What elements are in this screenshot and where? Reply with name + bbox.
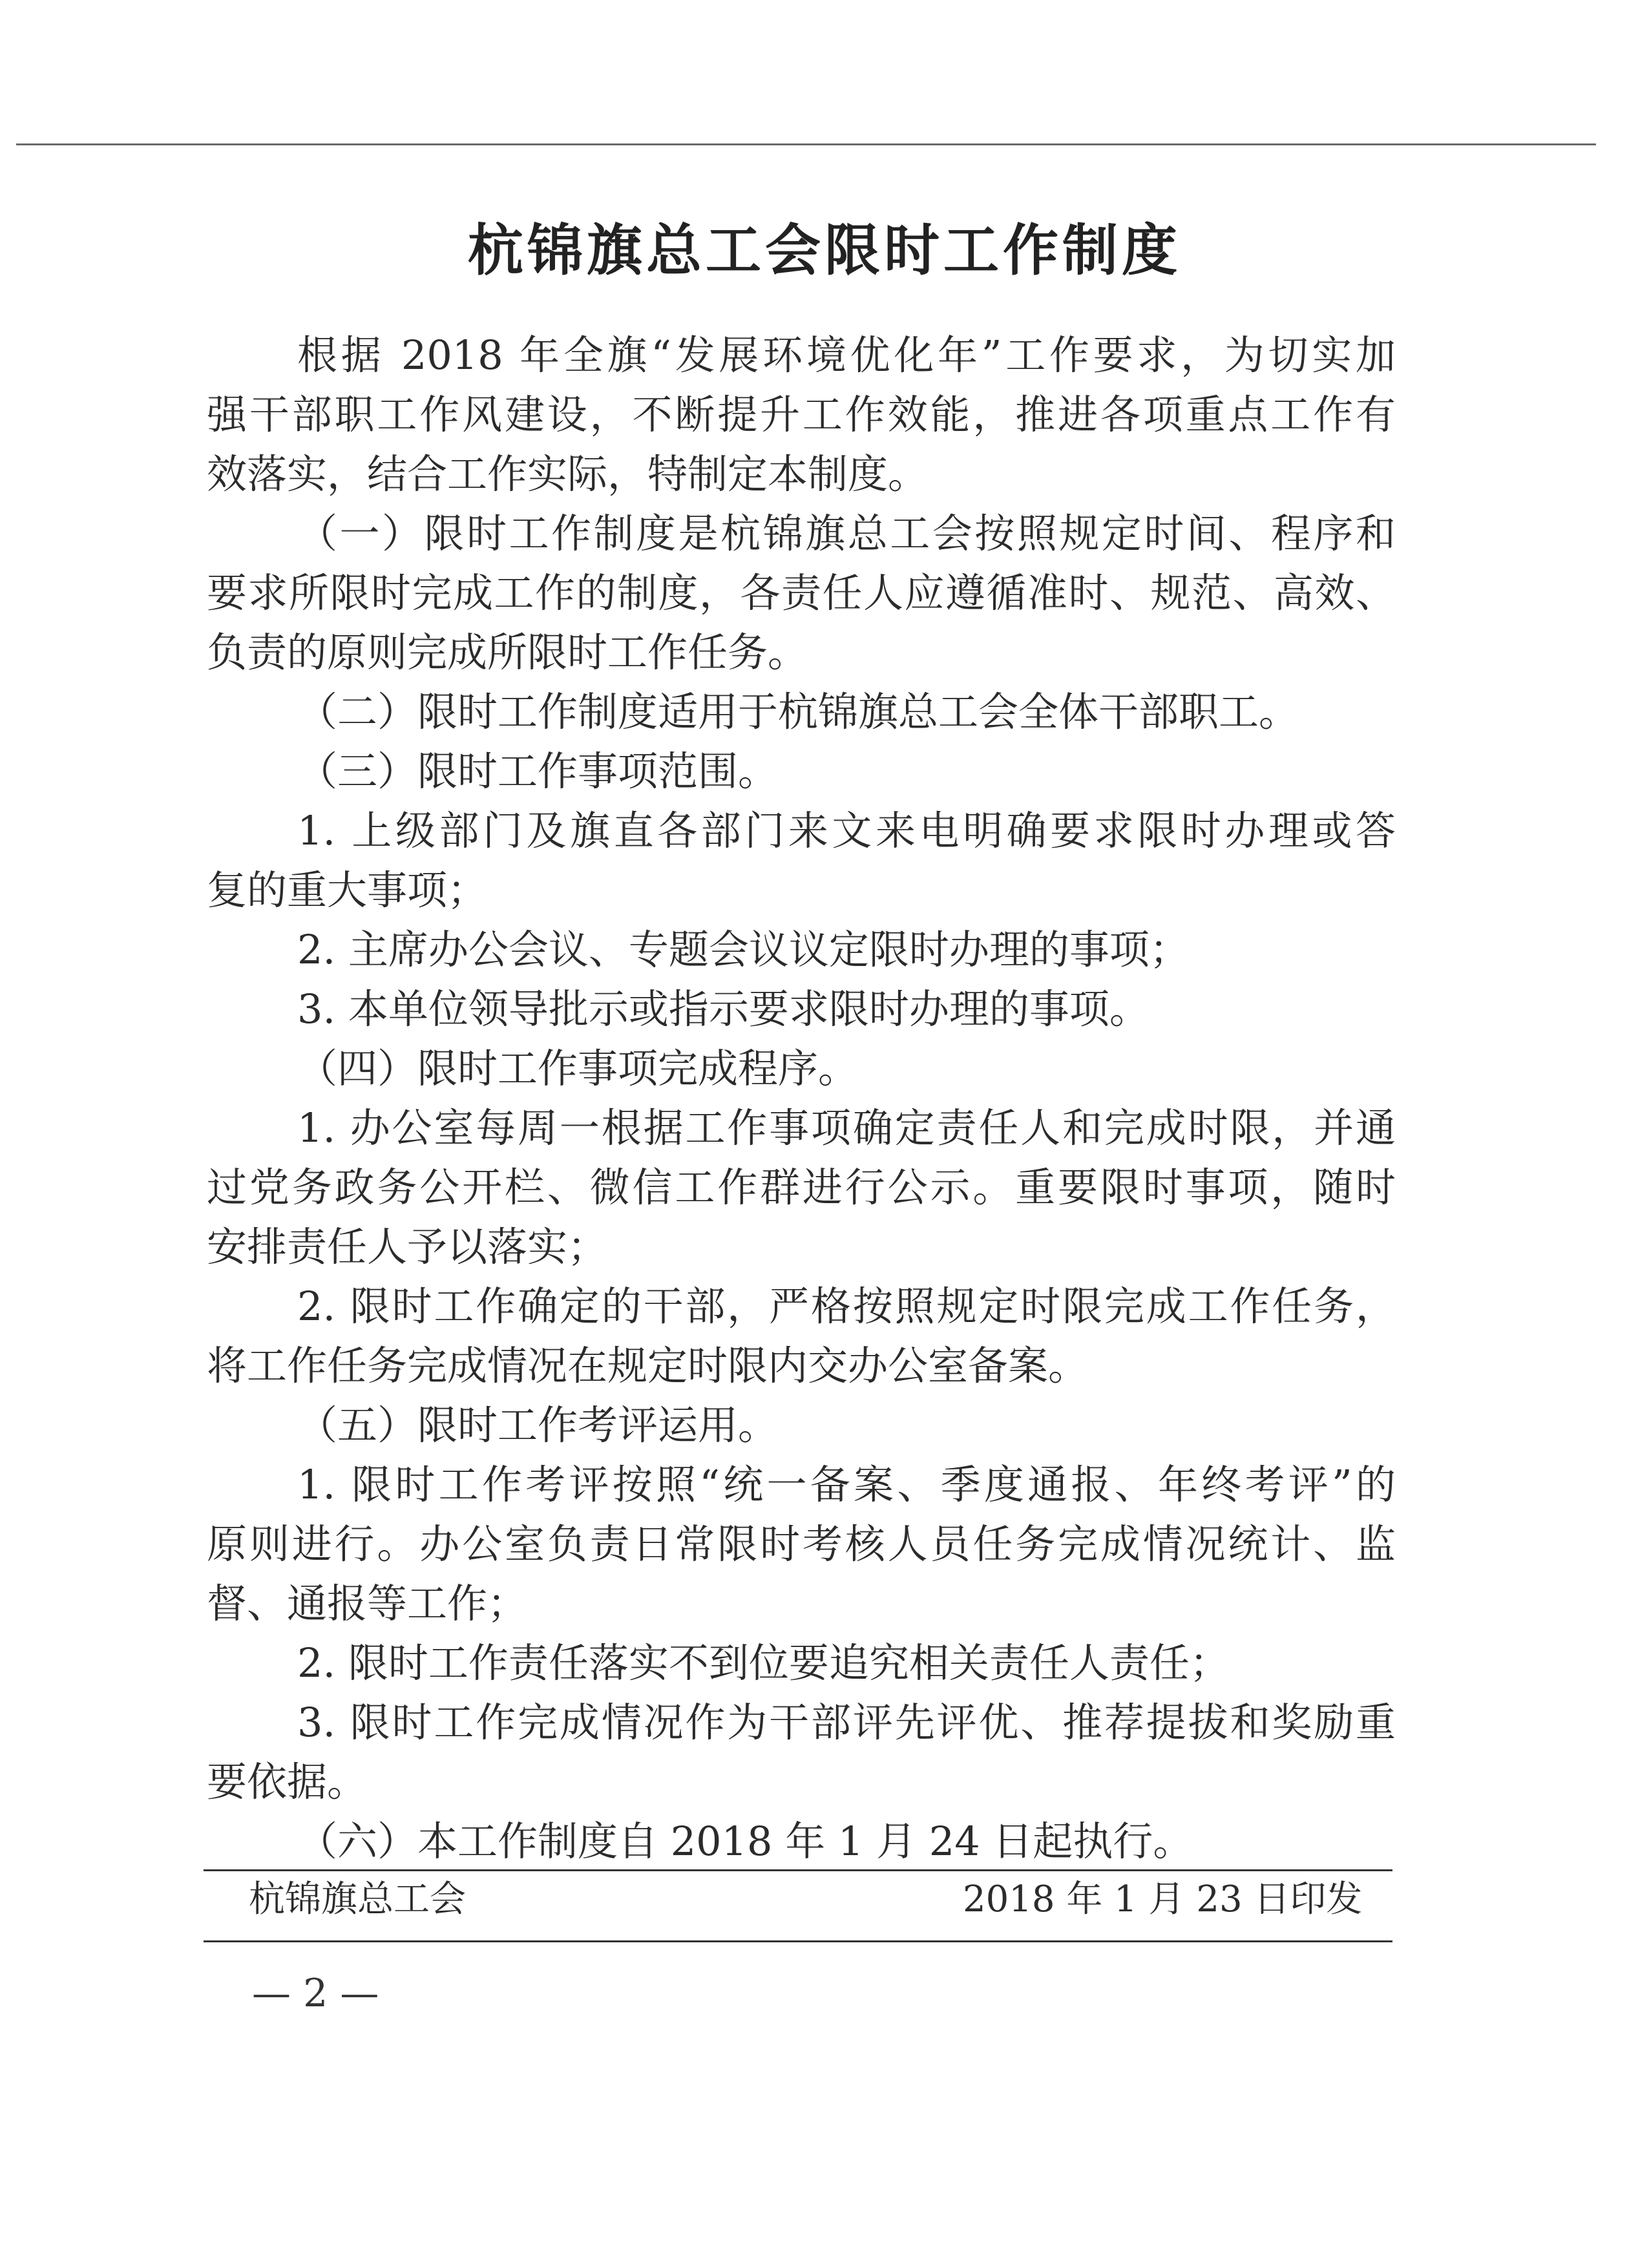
body-line: 安排责任人予以落实； — [207, 1223, 608, 1270]
body-line: 3. 本单位领导批示或指示要求限时办理的事项。 — [297, 985, 1150, 1033]
top-rule — [16, 143, 1596, 145]
body-line: 原则进行。办公室负责日常限时考核人员任务完成情况统计、监 — [207, 1520, 1396, 1568]
body-line: （三）限时工作事项范围。 — [297, 748, 779, 795]
body-line: 效落实，结合工作实际，特制定本制度。 — [207, 450, 929, 498]
body-line: 要求所限时完成工作的制度，各责任人应遵循准时、规范、高效、 — [207, 569, 1396, 616]
body-line: 根据 2018 年全旗“发展环境优化年”工作要求，为切实加 — [297, 331, 1396, 379]
body-line: （六）本工作制度自 2018 年 1 月 24 日起执行。 — [297, 1818, 1193, 1865]
issuer-name: 杭锦旗总工会 — [249, 1878, 466, 1920]
body-line: 负责的原则完成所限时工作任务。 — [207, 629, 808, 676]
footer-bottom-rule — [204, 1940, 1392, 1942]
body-line: 过党务政务公开栏、微信工作群进行公示。重要限时事项，随时 — [207, 1164, 1396, 1211]
body-line: 督、通报等工作； — [207, 1580, 528, 1627]
footer-top-rule — [204, 1869, 1392, 1871]
body-line: （二）限时工作制度适用于杭锦旗总工会全体干部职工。 — [297, 688, 1299, 735]
body-line: 2. 限时工作确定的干部，严格按照规定时限完成工作任务， — [297, 1283, 1396, 1330]
body-line: 要依据。 — [207, 1758, 368, 1805]
page-number: — 2 — — [252, 1971, 379, 2016]
body-line: 2. 限时工作责任落实不到位要追究相关责任人责任； — [297, 1639, 1230, 1686]
body-line: 1. 办公室每周一根据工作事项确定责任人和完成时限，并通 — [297, 1104, 1396, 1151]
document-title: 杭锦旗总工会限时工作制度 — [468, 218, 1181, 283]
body-line: 1. 上级部门及旗直各部门来文来电明确要求限时办理或答 — [297, 807, 1396, 854]
body-line: 1. 限时工作考评按照“统一备案、季度通报、年终考评”的 — [297, 1461, 1396, 1508]
body-line: 复的重大事项； — [207, 866, 488, 914]
body-line: 2. 主席办公会议、专题会议议定限时办理的事项； — [297, 926, 1190, 973]
body-line: 强干部职工作风建设，不断提升工作效能，推进各项重点工作有 — [207, 391, 1396, 438]
issue-date: 2018 年 1 月 23 日印发 — [963, 1878, 1363, 1920]
body-line: （一）限时工作制度是杭锦旗总工会按照规定时间、程序和 — [297, 510, 1396, 557]
body-line: （四）限时工作事项完成程序。 — [297, 1045, 859, 1092]
body-line: 将工作任务完成情况在规定时限内交办公室备案。 — [207, 1342, 1089, 1389]
body-line: （五）限时工作考评运用。 — [297, 1402, 779, 1449]
body-line: 3. 限时工作完成情况作为干部评先评优、推荐提拔和奖励重 — [297, 1699, 1396, 1746]
